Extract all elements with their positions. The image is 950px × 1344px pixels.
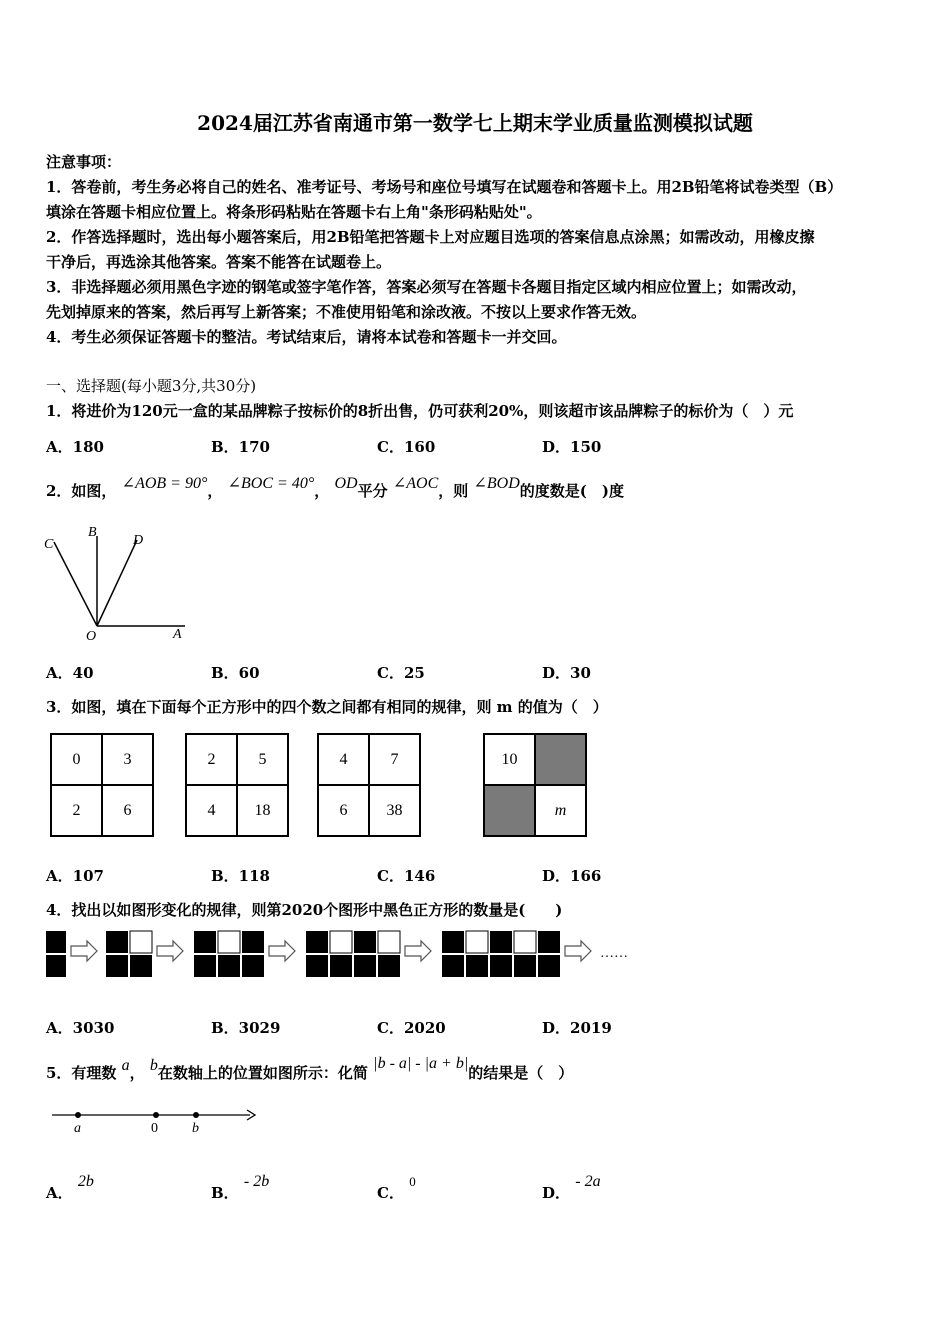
black-square [46,955,66,977]
q3-square-3 [317,733,421,837]
q5-text: 的结果是（ ） [468,1064,574,1082]
q5-math-a: a [121,1057,130,1074]
black-square [490,955,512,977]
black-square [538,955,560,977]
q3-stem: 3．如图，填在下面每个正方形中的四个数之间都有相同的规律，则 m 的值为（ ） [46,698,608,716]
q3-square-4 [483,733,587,837]
cell: 4 [186,785,237,836]
cell: 6 [102,785,153,836]
q3-square-1 [50,733,154,837]
white-square [218,931,240,953]
cell: 5 [237,734,288,785]
label-o: O [86,629,97,644]
notice-line: 2．作答选择题时，选出每小题答案后，用2B铅笔把答题卡上对应题目选项的答案信息点涂黑；如需改动，用橡皮擦 [46,228,815,246]
q4-pattern-figure [44,930,644,980]
q2-option-d[interactable]: D．30 [542,664,591,682]
q2-text: ，则 [438,482,469,500]
arrow-icon [565,941,591,961]
q3-option-d[interactable]: D．166 [542,867,602,885]
black-square [442,931,464,953]
q5-option-c[interactable] [377,1174,416,1203]
black-square [194,955,216,977]
arrow-icon [71,941,97,961]
cell: 38 [369,785,420,836]
q3-square-2 [185,733,289,837]
cell: 7 [369,734,420,785]
black-square [130,955,152,977]
black-square [46,931,66,953]
q5-option-d[interactable] [542,1173,601,1203]
q2-text: 的度数是( )度 [519,482,624,500]
black-square [218,955,240,977]
notice-line: 1．答卷前，考生务必将自己的姓名、准考证号、考场号和座位号填写在试题卷和答题卡上。用2B铅笔将试卷类型（B） [46,178,843,196]
black-square [378,955,400,977]
cell-m: m [535,785,586,836]
cell: 18 [237,785,288,836]
q3-option-b[interactable]: B．118 [211,867,270,885]
q5-sep: ， [129,1064,145,1082]
q5-number-line [50,1104,260,1140]
q2-text: 平分 [357,482,388,500]
notice-line: 3．非选择题必须用黑色字迹的钢笔或签字笔作答，答案必须写在答题卡各题目指定区域内相应位置上；如需改动， [46,278,807,296]
white-square [514,931,536,953]
q5-option-b[interactable] [211,1173,270,1203]
q4-option-b[interactable]: B．3029 [211,1019,281,1037]
option-value: 0 [409,1174,416,1189]
black-square [514,955,536,977]
axis-label-a: a [74,1121,81,1136]
axis-label-zero: 0 [151,1121,158,1136]
q2-text: 2．如图， [46,482,117,500]
q2-math-od: OD [334,475,358,492]
black-square [242,955,264,977]
black-square [330,955,352,977]
black-square [354,931,376,953]
option-value: - 2b [243,1173,270,1190]
arrow-icon [405,941,431,961]
point-a [75,1112,81,1118]
cell: 3 [102,734,153,785]
q2-stem [46,475,624,503]
q1-option-d[interactable]: D．150 [542,438,602,456]
q2-option-a[interactable]: A．40 [46,664,94,682]
shaded-cell [535,734,586,785]
cell: 4 [318,734,369,785]
option-label: A． [46,1184,73,1202]
q5-stem [46,1055,574,1085]
white-square [378,931,400,953]
white-square [466,931,488,953]
section-heading: 一、选择题(每小题3分,共30分) [46,377,257,395]
option-label: C． [377,1184,404,1202]
notice-line: 先划掉原来的答案，然后再写上新答案；不准使用铅笔和涂改液。不按以上要求作答无效。 [46,303,647,321]
q2-sep: ， [314,482,330,500]
notice-heading: 注意事项： [46,153,122,171]
ray-od [97,540,137,626]
q3-option-c[interactable]: C．146 [377,867,436,885]
shaded-cell [484,785,535,836]
ray-oc [54,542,97,626]
q1-option-a[interactable]: A．180 [46,438,104,456]
q5-text: 在数轴上的位置如图所示：化简 [157,1064,368,1082]
option-label: B． [211,1184,239,1202]
q4-stem: 4．找出以如图形变化的规律，则第2020个图形中黑色正方形的数量是( ) [46,901,563,919]
black-square [306,931,328,953]
q2-angle-figure [40,522,190,647]
notice-line: 填涂在答题卡相应位置上。将条形码粘贴在答题卡右上角"条形码粘贴处"。 [46,203,542,221]
black-square [194,931,216,953]
q1-option-b[interactable]: B．170 [211,438,270,456]
q5-option-a[interactable] [46,1173,94,1203]
option-value: - 2a [575,1173,601,1190]
black-square [466,955,488,977]
q2-option-b[interactable]: B．60 [211,664,260,682]
q2-math-bod: ∠BOD [473,475,520,492]
option-value: 2b [77,1173,94,1190]
arrow-icon [157,941,183,961]
cell: 6 [318,785,369,836]
black-square [242,931,264,953]
q1-option-c[interactable]: C．160 [377,438,436,456]
q4-option-a[interactable]: A．3030 [46,1019,115,1037]
q3-option-a[interactable]: A．107 [46,867,104,885]
q4-option-d[interactable]: D．2019 [542,1019,612,1037]
label-d: D [133,533,144,548]
q2-math-boc: ∠BOC = 40° [227,475,315,492]
black-square [354,955,376,977]
axis-label-b: b [192,1121,199,1136]
white-square [330,931,352,953]
ellipsis: …… [600,946,628,961]
black-square [106,931,128,953]
q5-text: 5．有理数 [46,1064,117,1082]
cell: 2 [186,734,237,785]
q1-stem: 1．将进价为120元一盒的某品牌粽子按标价的8折出售，仍可获利20%，则该超市该品牌粽子的标价为（ ）元 [46,402,794,420]
white-square [130,931,152,953]
notice-line: 干净后，再选涂其他答案。答案不能答在试题卷上。 [46,253,392,271]
q2-sep: ， [207,482,223,500]
q2-math-aoc: ∠AOC [392,475,439,492]
cell: 0 [51,734,102,785]
option-label: D． [542,1184,571,1202]
q4-option-c[interactable]: C．2020 [377,1019,446,1037]
black-square [306,955,328,977]
black-square [538,931,560,953]
q5-math-expr: |b - a| - |a + b| [373,1055,469,1072]
black-square [442,955,464,977]
label-b: B [88,525,97,540]
point-zero [153,1112,159,1118]
cell: 2 [51,785,102,836]
label-a: A [173,627,182,642]
cell: 10 [484,734,535,785]
black-square [106,955,128,977]
black-square [490,931,512,953]
notice-line: 4．考生必须保证答题卡的整洁。考试结束后，请将本试卷和答题卡一并交回。 [46,328,567,346]
q5-math-b: b [149,1057,158,1074]
label-c: C [44,537,54,552]
arrow-icon [269,941,295,961]
page-title: 2024届江苏省南通市第一数学七上期末学业质量监测模拟试题 [197,111,753,135]
q2-math-aob: ∠AOB = 90° [121,475,208,492]
point-b [193,1112,199,1118]
q2-option-c[interactable]: C．25 [377,664,425,682]
